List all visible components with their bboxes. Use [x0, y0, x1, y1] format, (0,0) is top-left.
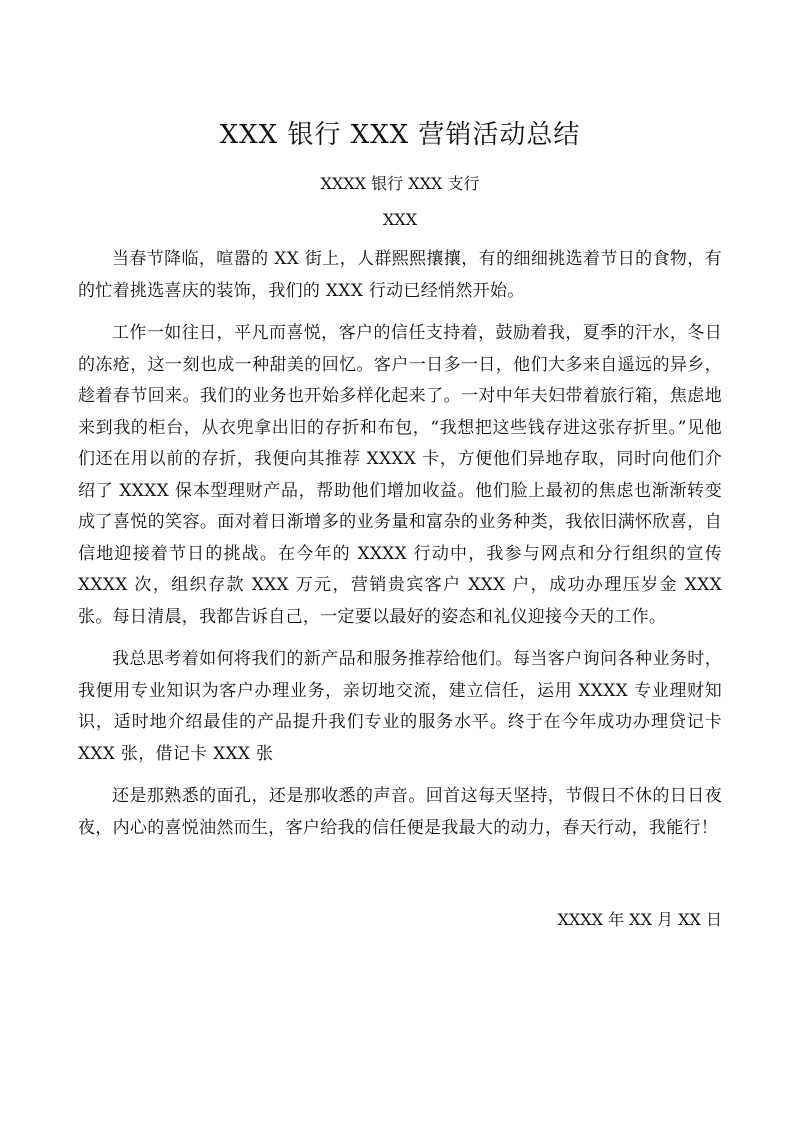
paragraph-2: 工作一如往日，平凡而喜悦，客户的信任支持着，鼓励着我，夏季的汗水，冬日的冻疮，这一刻也成一种甜美的回忆。客户一日多一日，他们大多来自遥远的异乡，趁着春节回来。我们的业务也开始多样化起来了。一对中年夫妇带着旅行箱，焦虑地来到我的柜台，从衣兜拿出旧的存折和布包，“我想把这些钱存进这张存折里。”见他们还在用以前的存折，我便向其推荐 XXXX 卡，方便他们异地存取，同时向他们介绍了 XXXX 保本型理财产品，帮助他们增加收益。他们脸上最初的焦虑也渐渐转变成了喜悦的笑容。面对着日渐增多的业务量和富杂的业务种类，我依旧满怀欣喜，自信地迎接着节日的挑战。在今年的 XXXX 行动中，我参与网点和分行组织的宣传 XXXX 次，组织存款 XXX 万元，营销贵宾客户 XXX 户，成功办理压岁金 XXX 张。每日清晨，我都告诉自己，一定要以最好的姿态和礼仪迎接今天的工作。 — [78, 323, 722, 627]
document-author: XXX — [382, 210, 418, 229]
document-title: XXX 银行 XXX 营销活动总结 — [219, 120, 581, 150]
document-date: XXXX 年 XX 月 XX 日 — [557, 910, 722, 929]
document-subtitle: XXXX 银行 XXX 支行 — [320, 174, 480, 193]
paragraph-3: 我总思考着如何将我们的新产品和服务推荐给他们。每当客户询问各种业务时，我便用专业知识为客户办理业务，亲切地交流，建立信任，运用 XXXX 专业理财知识，适时地介绍最佳的产品提升我们专业的服务水平。终于在今年成功办理贷记卡 XXX 张，借记卡 XXX 张 — [78, 649, 722, 764]
document-page — [78, 0, 722, 1131]
document-body — [78, 244, 722, 855]
paragraph-1: 当春节降临，喧嚣的 XX 街上，人群熙熙攘攘，有的细细挑选着节日的食物，有的忙着挑选喜庆的装饰，我们的 XXX 行动已经悄然开始。 — [78, 249, 722, 301]
paragraph-4: 还是那熟悉的面孔，还是那收悉的声音。回首这每天坚持，节假日不休的日日夜夜，内心的喜悦油然而生，客户给我的信任便是我最大的动力，春天行动，我能行！ — [78, 786, 722, 838]
